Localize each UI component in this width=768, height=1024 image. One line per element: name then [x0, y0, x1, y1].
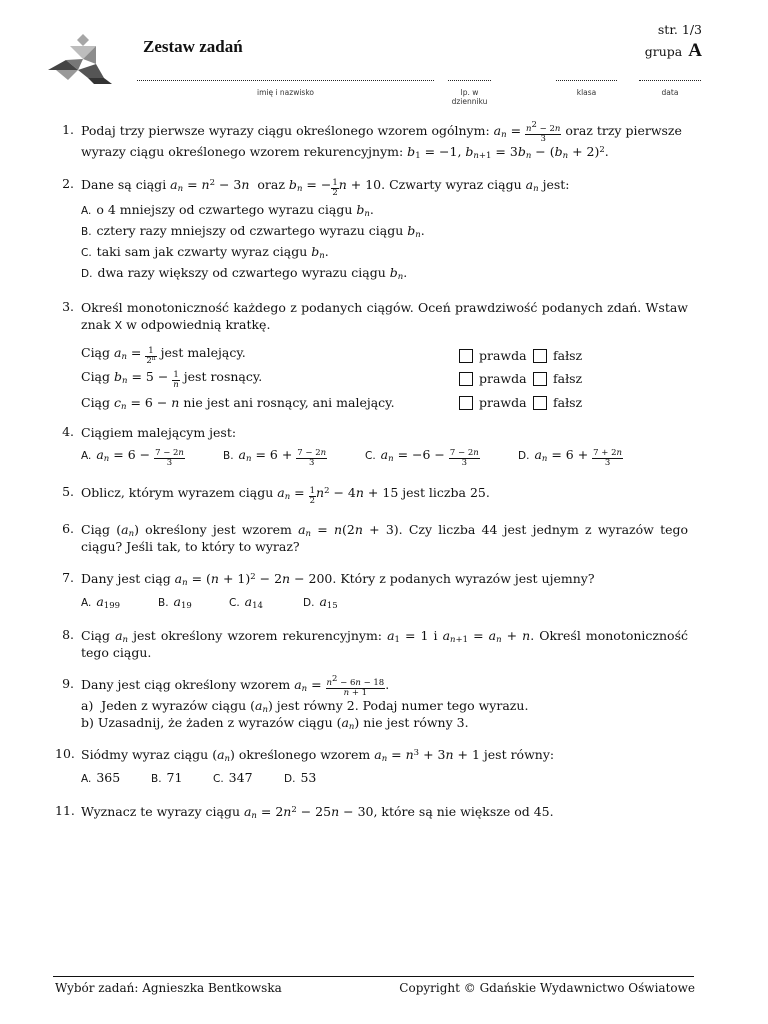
- task-10-option-b[interactable]: B. 71: [151, 769, 183, 785]
- task-8: [55, 628, 688, 661]
- task-number: 8.: [62, 627, 74, 642]
- task-text: Siódmy wyraz ciągu $(a_n)$ określonego wzorem $a_n = n^3 + 3n + 1$ jest równy:: [81, 747, 555, 764]
- task-text: Ciągiem malejącym jest:: [81, 424, 237, 440]
- task-number: 10.: [55, 746, 75, 761]
- register-number-field[interactable]: [448, 71, 491, 106]
- task-3-statement-1: Ciąg $a_n$ = $\frac{1}{2^n}$ jest malejący. prawda fałsz: [81, 344, 688, 368]
- task-7-option-b[interactable]: B. $a_{19}$: [158, 593, 192, 611]
- task-7-option-c[interactable]: C. $a_{14}$: [229, 593, 263, 611]
- task-number: 9.: [62, 676, 74, 691]
- task-10: [55, 747, 688, 787]
- task-9-part-b: b) Uzasadnij, że żaden z wyrazów ciągu $(a_n)$ nie jest równy 3.: [81, 714, 469, 732]
- task-text: Podaj trzy pierwsze wyrazy ciągu określonego wzorem ogólnym: $a_n$ = $\frac{n^2 - 2n}{3}$ oraz trzy pierwsze wyrazy ciągu określonego wzorem rekurencyjnym: $b_1 = -1$, $b_{n+1} = 3b_n - (b_n + 2)^2$.: [81, 120, 682, 161]
- task-number: 7.: [62, 570, 74, 585]
- task-3-statement-2: Ciąg $b_n = 5$ − $\frac{1}{n}$ jest rosnący. prawda fałsz: [81, 368, 688, 392]
- task-number: 3.: [62, 299, 74, 314]
- class-field[interactable]: [556, 71, 617, 97]
- task-list: [55, 120, 688, 821]
- document-title: Zestaw zadań: [143, 37, 243, 56]
- task-text: Ciąg $(a_n)$ określony jest wzorem $a_n = n(2n + 3)$. Czy liczba 44 jest jednym z wyrazów tego ciągu? Jeśli tak, to który to wyraz?: [81, 522, 689, 554]
- task-number: 1.: [62, 122, 74, 137]
- footer-author: Wybór zadań: Agnieszka Bentkowska: [55, 981, 282, 995]
- task-2: [55, 177, 688, 283]
- task-10-option-a[interactable]: A. 365: [81, 769, 121, 785]
- task-text: Określ monotoniczność każdego z podanych ciągów. Oceń prawdziwość podanych zdań. Wstaw znak X w odpowiednią kratkę.: [81, 300, 688, 332]
- task-11: [55, 804, 688, 821]
- name-field[interactable]: [137, 71, 434, 97]
- task-text: Wyznacz te wyrazy ciągu $a_n = 2n^2 - 25n - 30$, które są nie większe od 45.: [81, 804, 554, 821]
- task-4-option-d[interactable]: D. $a_n = 6$ + $\frac{7 + 2n}{3}$: [518, 447, 622, 468]
- page-number: str. 1/3: [657, 22, 702, 37]
- task-9-part-a: a) Jeden z wyrazów ciągu $(a_n)$ jest równy 2. Podaj numer tego wyrazu.: [81, 698, 529, 715]
- publisher-logo: [48, 34, 114, 88]
- class-field-label: klasa: [576, 88, 597, 97]
- task-6: [55, 522, 688, 555]
- footer-divider: [53, 976, 694, 977]
- task-7: [55, 571, 688, 611]
- date-field[interactable]: [639, 71, 701, 97]
- task-3: [55, 300, 688, 415]
- task-5: [55, 485, 688, 506]
- task-4-option-c[interactable]: C. $a_n = -6$ − $\frac{7 - 2n}{3}$: [365, 447, 479, 468]
- true-checkbox[interactable]: prawda: [459, 371, 533, 388]
- task-text: Dane są ciągi $a_n = n^2 - 3n$ oraz $b_n$ = − $\frac{1}{2}$ n + 10. Czwarty wyraz ciągu $a_n$ jest:: [81, 176, 570, 198]
- task-4: [55, 425, 688, 469]
- name-field-label: imię i nazwisko: [256, 88, 314, 97]
- group-indicator: [645, 40, 702, 62]
- task-number: 11.: [55, 803, 75, 818]
- false-checkbox[interactable]: fałsz: [533, 395, 607, 412]
- task-1: [55, 120, 688, 161]
- task-9: [55, 674, 688, 732]
- false-checkbox[interactable]: fałsz: [533, 371, 607, 388]
- task-4-option-a[interactable]: A. $a_n = 6$ − $\frac{7 - 2n}{3}$: [81, 447, 184, 468]
- task-3-statement-3: Ciąg $c_n = 6 - n$ nie jest ani rosnący, ani malejący. prawda fałsz: [81, 391, 688, 415]
- task-text: Dany jest ciąg określony wzorem $a_n$ = $\frac{n^2 - 6n - 18}{n + 1}$ .: [81, 674, 390, 698]
- task-number: 4.: [62, 423, 74, 439]
- task-number: 5.: [62, 484, 74, 499]
- task-number: 6.: [62, 521, 74, 536]
- footer-copyright: Copyright © Gdańskie Wydawnictwo Oświatowe: [399, 981, 695, 995]
- task-10-option-c[interactable]: C. 347: [213, 769, 253, 785]
- task-7-option-d[interactable]: D. $a_{15}$: [303, 593, 338, 611]
- task-2-option-a[interactable]: A. o 4 mniejszy od czwartego wyrazu ciągu $b_n$.: [81, 201, 374, 219]
- task-text: Dany jest ciąg $a_n = (n + 1)^2 - 2n - 200$. Który z podanych wyrazów jest ujemny?: [81, 571, 595, 588]
- task-2-option-b[interactable]: B. cztery razy mniejszy od czwartego wyrazu ciągu $b_n$.: [81, 222, 425, 240]
- task-2-option-c[interactable]: C. taki sam jak czwarty wyraz ciągu $b_n$.: [81, 243, 329, 261]
- register-number-label: lp. w dzienniku: [451, 88, 488, 106]
- true-checkbox[interactable]: prawda: [459, 348, 533, 365]
- date-field-label: data: [661, 88, 679, 97]
- task-number: 2.: [62, 175, 74, 191]
- task-10-option-d[interactable]: D. 53: [284, 769, 317, 785]
- true-checkbox[interactable]: prawda: [459, 395, 533, 412]
- task-4-option-b[interactable]: B. $a_n = 6$ + $\frac{7 - 2n}{3}$: [223, 447, 327, 468]
- group-letter: A: [688, 40, 702, 61]
- task-text: Oblicz, którym wyrazem ciągu $a_n$ = $\frac{1}{2}$ $n^2 - 4n + 15$ jest liczba 25.: [81, 485, 490, 506]
- task-7-option-a[interactable]: A. $a_{199}$: [81, 593, 121, 611]
- false-checkbox[interactable]: fałsz: [533, 348, 607, 365]
- group-label: grupa: [644, 44, 683, 59]
- task-2-option-d[interactable]: D. dwa razy większy od czwartego wyrazu ciągu $b_n$.: [81, 264, 408, 282]
- task-text: Ciąg $a_n$ jest określony wzorem rekurencyjnym: $a_1 = 1$ i $a_{n+1} = a_n + n$. Określ monotoniczność tego ciągu.: [81, 628, 688, 660]
